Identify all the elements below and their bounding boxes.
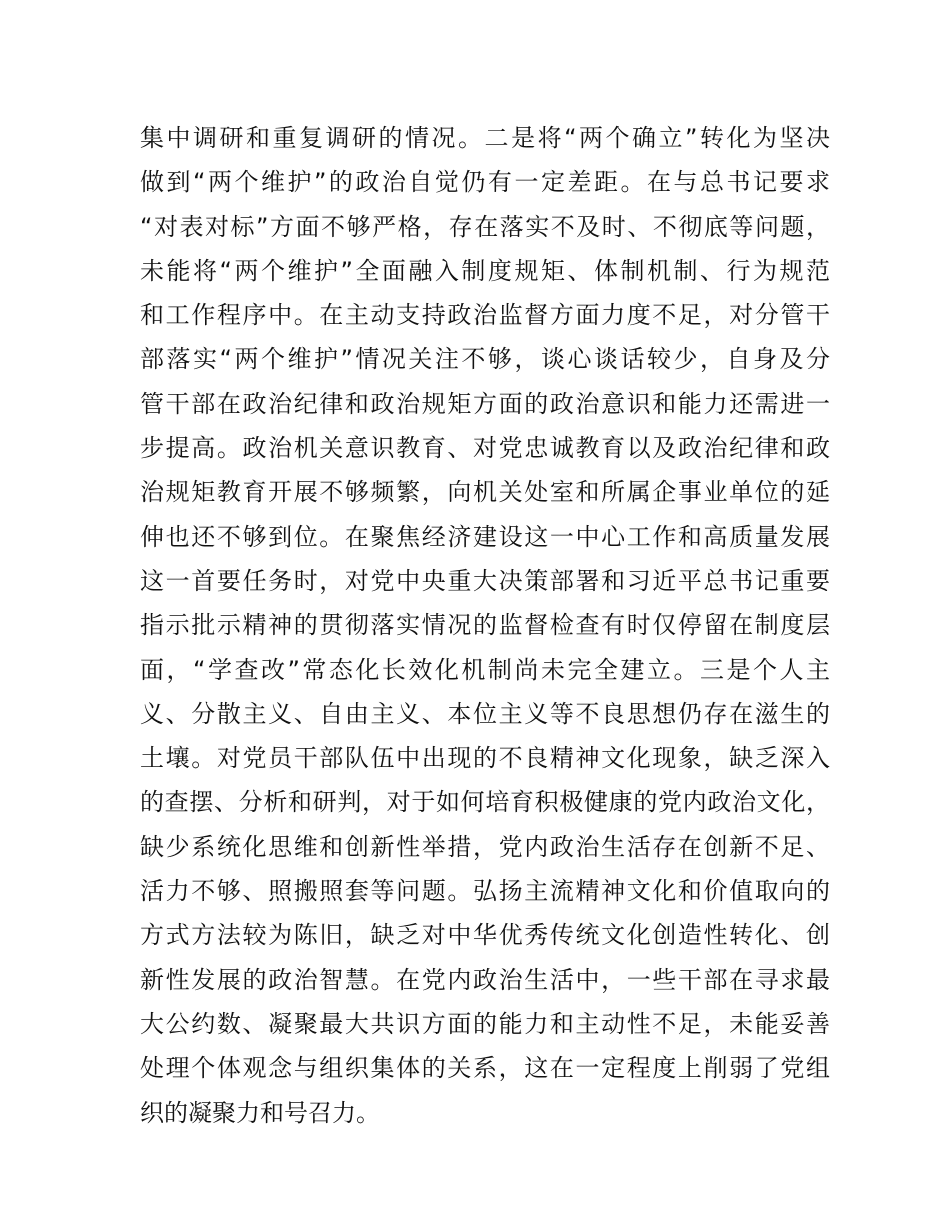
text-line: 处理个体观念与组织集体的关系，这在一定程度上削弱了党组 bbox=[140, 1054, 830, 1083]
text-line: “对表对标”方面不够严格，存在落实不及时、不彻底等问题， bbox=[140, 212, 830, 241]
text-line: 步提高。政治机关意识教育、对党忠诚教育以及政治纪律和政 bbox=[140, 434, 830, 463]
text-line: 这一首要任务时，对党中央重大决策部署和习近平总书记重要 bbox=[140, 566, 830, 595]
text-line: 义、分散主义、自由主义、本位主义等不良思想仍存在滋生的 bbox=[140, 699, 830, 728]
text-line: 活力不够、照搬照套等问题。弘扬主流精神文化和价值取向的 bbox=[140, 877, 830, 906]
text-line: 和工作程序中。在主动支持政治监督方面力度不足，对分管干 bbox=[140, 301, 830, 330]
text-line: 伸也还不够到位。在聚焦经济建设这一中心工作和高质量发展 bbox=[140, 522, 830, 551]
text-line: 未能将“两个维护”全面融入制度规矩、体制机制、行为规范 bbox=[140, 256, 830, 285]
text-line: 织的凝聚力和号召力。 bbox=[140, 1098, 380, 1127]
text-line: 大公约数、凝聚最大共识方面的能力和主动性不足，未能妥善 bbox=[140, 1009, 830, 1038]
text-line: 方式方法较为陈旧，缺乏对中华优秀传统文化创造性转化、创 bbox=[140, 921, 830, 950]
text-line: 的查摆、分析和研判，对于如何培育积极健康的党内政治文化， bbox=[140, 788, 830, 817]
text-line: 治规矩教育开展不够频繁，向机关处室和所属企事业单位的延 bbox=[140, 478, 830, 507]
text-line: 管干部在政治纪律和政治规矩方面的政治意识和能力还需进一 bbox=[140, 389, 830, 418]
body-paragraph bbox=[140, 116, 840, 1135]
text-line: 土壤。对党员干部队伍中出现的不良精神文化现象，缺乏深入 bbox=[140, 744, 830, 773]
text-line: 部落实“两个维护”情况关注不够，谈心谈话较少，自身及分 bbox=[140, 345, 830, 374]
text-line: 集中调研和重复调研的情况。二是将“两个确立”转化为坚决 bbox=[140, 124, 830, 152]
text-line: 面，“学查改”常态化长效化机制尚未完全建立。三是个人主 bbox=[140, 655, 830, 684]
text-line: 新性发展的政治智慧。在党内政治生活中，一些干部在寻求最 bbox=[140, 965, 830, 994]
text-line: 缺少系统化思维和创新性举措，党内政治生活存在创新不足、 bbox=[140, 832, 830, 861]
text-line: 做到“两个维护”的政治自觉仍有一定差距。在与总书记要求 bbox=[140, 168, 830, 197]
text-line: 指示批示精神的贯彻落实情况的监督检查有时仅停留在制度层 bbox=[140, 611, 830, 640]
